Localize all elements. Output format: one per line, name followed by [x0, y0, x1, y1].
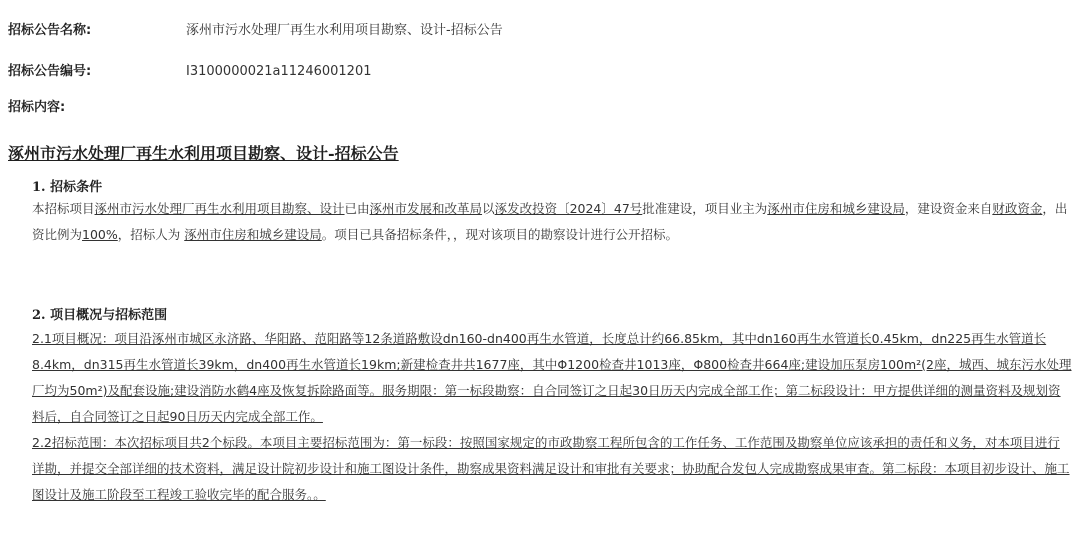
section-1-paragraph [32, 196, 1072, 248]
section-2-scope-paragraph: 2.2招标范围：本次招标项目共2个标段。本项目主要招标范围为：第一标段：按照国家规定的市政勘察工程所包含的工作任务、工作范围及勘察单位应该承担的责任和义务，对本项目进行详勘，并提交全部详细的技术资料，满足设计院初步设计和施工图设计条件，勘察成果资料满足设计和审批有关要求；协助配合发包人完成勘察成果审查。第二标段：本项目初步设计、施工图设计及施工阶段至工程竣工验收完毕的配合服务。。 [32, 435, 1070, 502]
s1-funding-source-link[interactable]: 财政资金 [992, 201, 1043, 216]
notice-content-label: 招标内容: [8, 100, 66, 115]
s1-text-4: 批准建设，项目业主为 [642, 201, 768, 216]
s1-text-2: 已由 [344, 201, 370, 216]
s1-text-8: 。项目已具备招标条件，，现对该项目的勘察设计进行公开招标。 [321, 227, 679, 242]
section-1-heading: 1. 招标条件 [32, 180, 103, 195]
section-2-heading: 2. 项目概况与招标范围 [32, 308, 168, 323]
s1-text-5: ，建设资金来自 [904, 201, 993, 216]
s1-project-name-link[interactable]: 涿州市污水处理厂再生水利用项目勘察、设计 [94, 201, 345, 216]
s1-owner-link[interactable]: 涿州市住房和城乡建设局 [767, 201, 905, 216]
notice-code-label: 招标公告编号: [8, 64, 92, 79]
notice-name-value: 涿州市污水处理厂再生水利用项目勘察、设计-招标公告 [186, 23, 503, 38]
s1-approver-link[interactable]: 涿州市发展和改革局 [369, 201, 483, 216]
s1-approval-number-link[interactable]: 涿发改投资〔2024〕47号 [494, 201, 643, 216]
document-title: 涿州市污水处理厂再生水利用项目勘察、设计-招标公告 [8, 144, 399, 163]
s1-text-6: ，出资比例为 [32, 201, 1068, 242]
notice-code-value: I3100000021a11246001201 [186, 64, 372, 79]
s1-tenderer-link[interactable]: 涿州市住房和城乡建设局 [184, 227, 322, 242]
s1-text-3: 以 [482, 201, 495, 216]
notice-name-label: 招标公告名称: [8, 23, 92, 38]
s1-text-7: ，招标人为 [117, 227, 185, 242]
s1-funding-ratio-link[interactable]: 100% [82, 227, 118, 242]
s1-text-1: 本招标项目 [32, 201, 95, 216]
section-2-overview-paragraph: 2.1项目概况：项目沿涿州市城区永济路、华阳路、范阳路等12条道路敷设dn160-dn400再生水管道，长度总计约66.85km，其中dn160再生水管道长0.45km，dn225再生水管道长8.4km，dn315再生水管道长39km，dn400再生水管道长19km;新建检查井共1677座，其中Φ1200检查井1013座，Φ800检查井664座;建设加压泵房100m²(2座，城西、城东污水处理厂均为50m²)及配套设施;建设消防水鹤4座及恢复拆除路面等。服务期限：第一标段勘察：自合同签订之日起30日历天内完成全部工作；第二标段设计：甲方提供详细的测量资料及规划资料后，自合同签订之日起90日历天内完成全部工作。 [32, 331, 1072, 424]
